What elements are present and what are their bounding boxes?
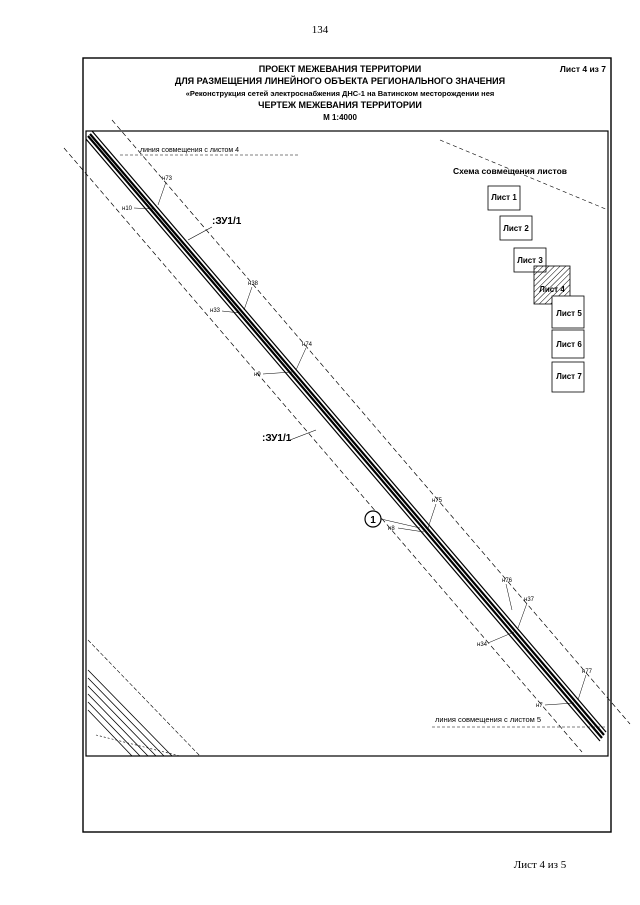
point-label: н38 — [248, 281, 258, 287]
footer-sheet: Лист 4 из 5 — [513, 859, 567, 871]
point-label: н33 — [210, 308, 220, 314]
svg-text::ЗУ1/1: :ЗУ1/1 — [262, 433, 292, 444]
svg-text:1: 1 — [370, 515, 376, 526]
parcel-label-1 — [188, 216, 242, 240]
title-line-3: «Реконструкция сетей электроснабжения ДНС-1 на Ватинском месторождении нея — [185, 89, 495, 98]
scheme-sheet-label: Лист 7 — [556, 372, 582, 381]
title-line-4: ЧЕРТЕЖ МЕЖЕВАНИЯ ТЕРРИТОРИИ — [258, 100, 422, 110]
scheme-title: Схема совмещения листов — [453, 166, 567, 176]
title-scale: М 1:4000 — [323, 113, 357, 122]
point-label: н74 — [302, 342, 312, 348]
point-label: н8 — [388, 526, 395, 532]
scheme-sheet-label: Лист 4 — [539, 285, 565, 294]
point-label: н76 — [502, 578, 512, 584]
sheet-badge: Лист 4 из 7 — [559, 64, 606, 74]
title-line-2: ДЛЯ РАЗМЕЩЕНИЯ ЛИНЕЙНОГО ОБЪЕКТА РЕГИОНАЛЬНОГО ЗНАЧЕНИЯ — [174, 76, 506, 86]
scheme-sheet-label: Лист 5 — [556, 309, 582, 318]
corridor — [64, 120, 630, 752]
point-label: н77 — [582, 669, 592, 675]
point-label: н37 — [524, 597, 534, 603]
point-label: н9 — [254, 372, 261, 378]
join-line-top-label: линия совмещения с листом 4 — [140, 147, 240, 154]
page-number: 134 — [311, 24, 329, 36]
roads-bottom-left — [88, 640, 200, 756]
title-line-1: ПРОЕКТ МЕЖЕВАНИЯ ТЕРРИТОРИИ — [258, 64, 422, 74]
point-label: н7 — [536, 703, 543, 709]
point-label: н75 — [432, 498, 442, 504]
point-label: н73 — [162, 176, 172, 182]
scheme-sheet-label: Лист 2 — [503, 224, 529, 233]
title-block — [175, 64, 606, 122]
sheet-scheme — [453, 166, 584, 392]
point-label: н34 — [477, 642, 487, 648]
join-line-bottom-label: линия совмещения с листом 5 — [435, 715, 542, 724]
parcel-label-2 — [262, 430, 316, 444]
svg-text::ЗУ1/1: :ЗУ1/1 — [212, 216, 242, 227]
scheme-sheet-label: Лист 6 — [556, 340, 582, 349]
scheme-sheet-label: Лист 1 — [491, 193, 517, 202]
scheme-sheet-label: Лист 3 — [517, 256, 543, 265]
join-line-top — [120, 147, 300, 155]
point-label: н10 — [122, 206, 132, 212]
